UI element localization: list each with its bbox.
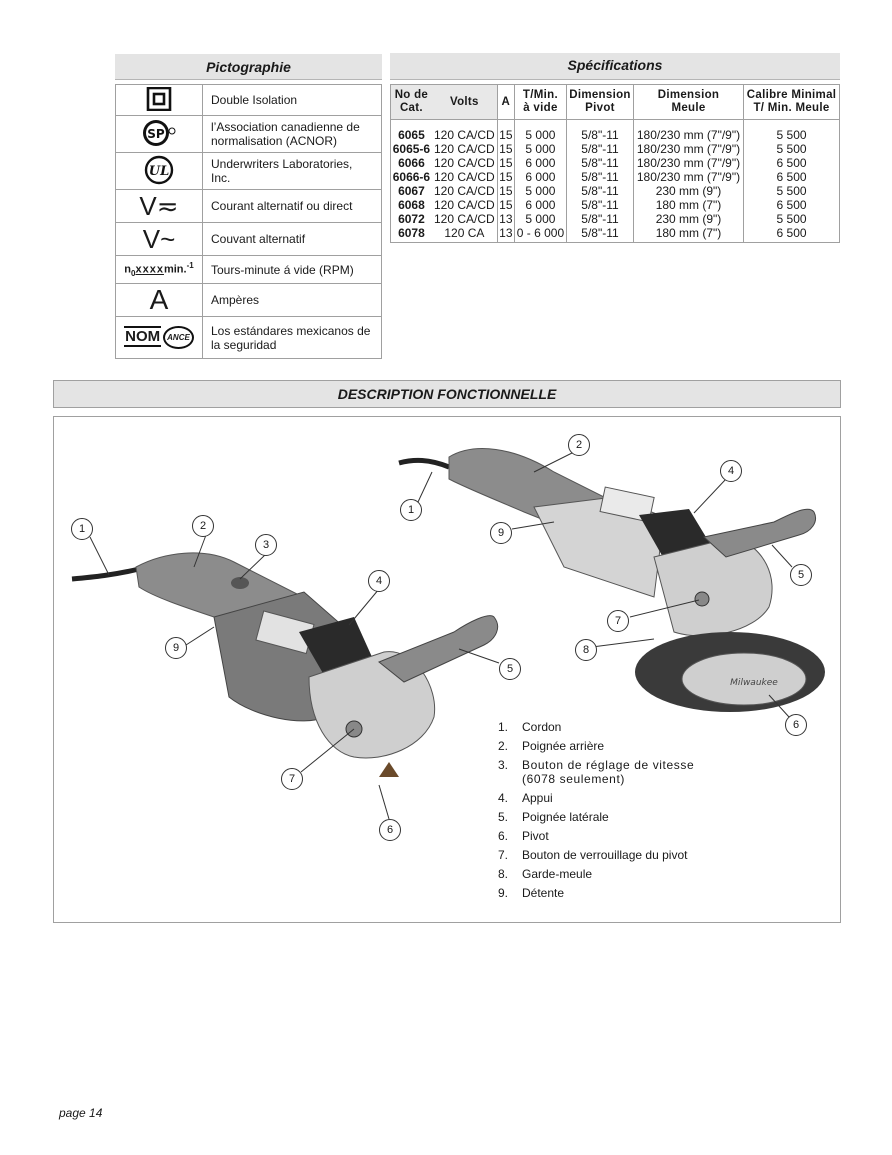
- spec-cell: 6065: [398, 128, 425, 142]
- legend-item: [498, 867, 728, 881]
- rpm-sub: 0: [131, 268, 136, 278]
- col-meule: Dimension Meule: [633, 85, 743, 120]
- spec-cell: 180 mm (7"): [633, 226, 743, 243]
- picto-row: [116, 153, 382, 190]
- picto-row: [116, 116, 382, 153]
- spec-cell: 5/8"-11: [567, 184, 634, 198]
- pictographie-table: [115, 84, 382, 359]
- callout-1: 1: [71, 518, 93, 540]
- col-calibre: Calibre Minimal T/ Min. Meule: [744, 85, 840, 120]
- legend-number: 4.: [498, 791, 509, 805]
- double-insulation-icon: [116, 85, 203, 116]
- spec-cell: 5 500: [744, 212, 840, 226]
- parts-legend: [498, 720, 728, 905]
- spec-row: [391, 198, 840, 212]
- legend-number: 1.: [498, 720, 509, 734]
- legend-number: 2.: [498, 739, 509, 753]
- col-pivot: Dimension Pivot: [567, 85, 634, 120]
- picto-desc: Double Isolation: [203, 85, 382, 116]
- spec-cell: 5/8"-11: [567, 170, 634, 184]
- rpm-icon: [116, 256, 203, 284]
- description-title: DESCRIPTION FONCTIONNELLE: [53, 380, 841, 408]
- ance-logo-text: ANCE: [163, 326, 194, 349]
- pictographie-title: Pictographie: [115, 54, 382, 80]
- legend-text: Bouton de réglage de vitesse (6078 seulement): [522, 758, 695, 786]
- spec-cell: 6078: [398, 226, 425, 240]
- callout-5: 5: [499, 658, 521, 680]
- spec-row: [391, 120, 840, 143]
- legend-number: 7.: [498, 848, 509, 862]
- callout-7: 7: [607, 610, 629, 632]
- spec-cell: 5/8"-11: [567, 212, 634, 226]
- legend-number: 3.: [498, 758, 509, 772]
- legend-number: 5.: [498, 810, 509, 824]
- col-volts: Volts: [432, 85, 498, 120]
- legend-text: Bouton de verrouillage du pivot: [522, 848, 688, 862]
- callout-6: 6: [785, 714, 807, 736]
- svg-text:UL: UL: [148, 163, 170, 179]
- legend-text: Appui: [522, 791, 553, 805]
- spec-cell: 6065-6: [392, 142, 431, 156]
- callout-4: 4: [368, 570, 390, 592]
- spec-cell: 5 000: [514, 212, 566, 226]
- col-amps: A: [497, 85, 514, 120]
- callout-4: 4: [720, 460, 742, 482]
- col-cat: No de Cat.: [391, 85, 432, 120]
- specifications-table: [390, 84, 840, 243]
- spec-cell: 5/8"-11: [567, 156, 634, 170]
- spec-cell: 120 CA: [444, 226, 485, 240]
- ac-icon: V~: [116, 223, 203, 256]
- spec-cell: 120 CA/CD: [434, 128, 495, 142]
- rpm-x: xxxx: [135, 263, 164, 276]
- ampere-icon: A: [116, 284, 203, 317]
- spec-row: [391, 142, 840, 156]
- legend-text: Poignée arrière: [522, 739, 605, 753]
- picto-row: [116, 284, 382, 317]
- callout-6: 6: [379, 819, 401, 841]
- spec-cell: 13: [497, 226, 514, 243]
- spec-cell: 230 mm (9"): [633, 212, 743, 226]
- callout-9: 9: [165, 637, 187, 659]
- callout-1: 1: [400, 499, 422, 521]
- spec-cell: 6 500: [744, 226, 840, 243]
- spec-cell: 5 500: [744, 120, 840, 143]
- spec-cell: 15: [499, 184, 513, 198]
- legend-item: [498, 758, 728, 786]
- legend-item: [498, 739, 728, 753]
- nom-ance-icon: [116, 317, 203, 359]
- spec-cell: 6 500: [744, 170, 840, 184]
- callout-3: 3: [255, 534, 277, 556]
- rpm-min: min.: [163, 263, 187, 276]
- wheel-brand-label: Milwaukee: [730, 678, 778, 688]
- legend-number: 9.: [498, 886, 509, 900]
- spec-cell: 180/230 mm (7"/9"): [633, 142, 743, 156]
- spec-cell: 15: [499, 170, 513, 184]
- spec-cell: 6072: [398, 212, 425, 226]
- spec-cell: 120 CA/CD: [434, 170, 495, 184]
- spec-cell: 6 000: [514, 198, 566, 212]
- spec-cell: 5/8"-11: [567, 142, 634, 156]
- picto-desc: Courant alternatif ou direct: [203, 190, 382, 223]
- page-number: page 14: [59, 1106, 103, 1120]
- spec-cell: 120 CA/CD: [434, 198, 495, 212]
- callout-2: 2: [192, 515, 214, 537]
- legend-text: Poignée latérale: [522, 810, 609, 824]
- spec-cell: 120 CA/CD: [434, 212, 495, 226]
- spec-cell: 180 mm (7"): [633, 198, 743, 212]
- legend-number: 6.: [498, 829, 509, 843]
- ul-icon: [116, 153, 203, 190]
- picto-row: [116, 256, 382, 284]
- spec-row: [391, 156, 840, 170]
- picto-row: [116, 317, 382, 359]
- spec-row: [391, 170, 840, 184]
- callout-2: 2: [568, 434, 590, 456]
- spec-cell: 6067: [398, 184, 425, 198]
- spec-cell: 5 000: [514, 184, 566, 198]
- legend-number: 8.: [498, 867, 509, 881]
- legend-text: Garde-meule: [522, 867, 593, 881]
- spec-cell: 180/230 mm (7"/9"): [633, 170, 743, 184]
- spec-cell: 6 000: [514, 170, 566, 184]
- spec-cell: 230 mm (9"): [633, 184, 743, 198]
- svg-text:SP: SP: [147, 126, 165, 141]
- spec-cell: 15: [499, 156, 513, 170]
- callout-8: 8: [575, 639, 597, 661]
- spec-cell: 0 - 6 000: [514, 226, 566, 243]
- spec-row: [391, 184, 840, 198]
- legend-item: [498, 886, 728, 900]
- legend-item: [498, 810, 728, 824]
- picto-desc: Ampères: [203, 284, 382, 317]
- spec-cell: 6066: [398, 156, 425, 170]
- callout-7: 7: [281, 768, 303, 790]
- spec-cell: 15: [499, 142, 513, 156]
- spec-cell: 5/8"-11: [567, 226, 634, 243]
- spec-row: [391, 212, 840, 226]
- spec-cell: 6 500: [744, 156, 840, 170]
- col-rpm: T/Min. à vide: [514, 85, 566, 120]
- spec-cell: 5 000: [514, 142, 566, 156]
- spec-cell: 6066-6: [392, 170, 431, 184]
- picto-desc: Underwriters Laboratories, Inc.: [203, 153, 382, 190]
- spec-cell: 180/230 mm (7"/9"): [633, 156, 743, 170]
- specifications-title: Spécifications: [390, 53, 840, 80]
- nom-logo-text: NOM: [125, 327, 161, 345]
- spec-cell: 6 500: [744, 198, 840, 212]
- rpm-n: n: [124, 263, 132, 276]
- spec-cell: 120 CA/CD: [434, 156, 495, 170]
- callout-9: 9: [490, 522, 512, 544]
- spec-cell: 180/230 mm (7"/9"): [633, 120, 743, 143]
- callout-5: 5: [790, 564, 812, 586]
- spec-cell: 5 500: [744, 142, 840, 156]
- spec-cell: 6 000: [514, 156, 566, 170]
- spec-cell: 5 500: [744, 184, 840, 198]
- legend-item: [498, 829, 728, 843]
- spec-cell: 15: [499, 198, 513, 212]
- spec-cell: 5/8"-11: [567, 198, 634, 212]
- picto-row: [116, 85, 382, 116]
- spec-cell: 15: [497, 120, 514, 143]
- picto-desc: Tours-minute á vide (RPM): [203, 256, 382, 284]
- rpm-sup: -1: [186, 261, 194, 271]
- legend-text: Cordon: [522, 720, 562, 734]
- spec-cell: 6068: [398, 198, 425, 212]
- legend-text: Pivot: [522, 829, 549, 843]
- spec-cell: 120 CA/CD: [434, 142, 495, 156]
- picto-desc: Los estándares mexicanos de la seguridad: [203, 317, 382, 359]
- legend-item: [498, 848, 728, 862]
- picto-row: [116, 223, 382, 256]
- spec-cell: 5 000: [514, 120, 566, 143]
- spec-cell: 5/8"-11: [567, 120, 634, 143]
- legend-text: Détente: [522, 886, 565, 900]
- spec-row: [391, 226, 840, 243]
- picto-desc: Couvant alternatif: [203, 223, 382, 256]
- csa-icon: [116, 116, 203, 153]
- picto-row: [116, 190, 382, 223]
- legend-item: [498, 720, 728, 734]
- picto-desc: l’Association canadienne de normalisation (ACNOR): [203, 116, 382, 153]
- ac-dc-icon: V≂: [116, 190, 203, 223]
- legend-item: [498, 791, 728, 805]
- spec-cell: 120 CA/CD: [434, 184, 495, 198]
- spec-cell: 13: [499, 212, 513, 226]
